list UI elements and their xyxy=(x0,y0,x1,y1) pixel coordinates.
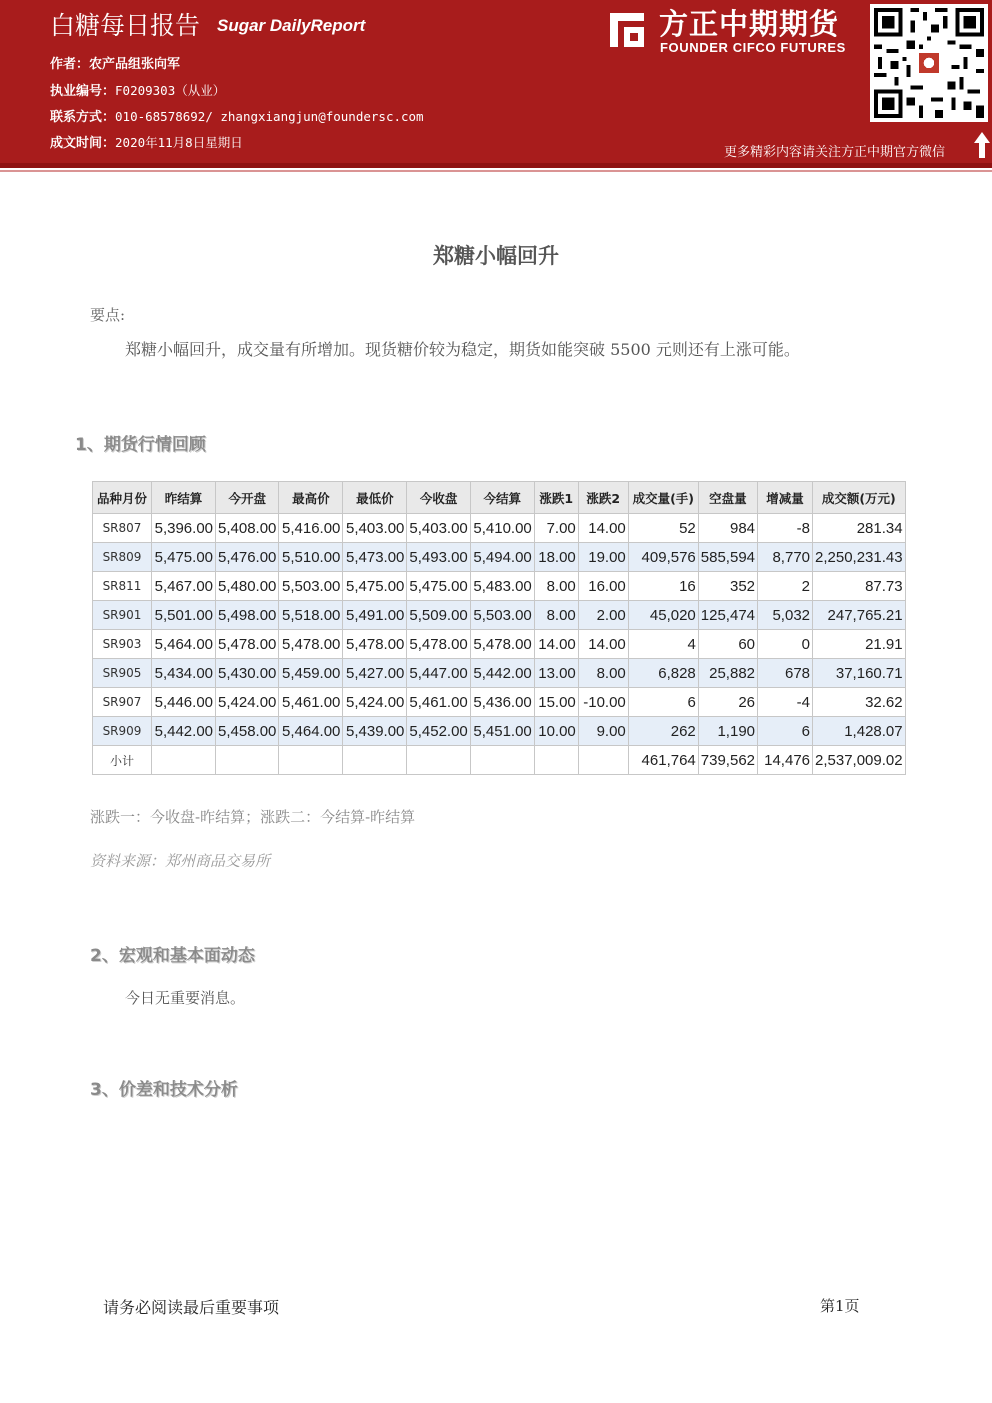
footer-notice: 请务必阅读最后重要事项 xyxy=(103,1298,280,1317)
table-cell: 5,032 xyxy=(758,601,813,630)
table-cell: 5,461.00 xyxy=(407,688,470,717)
table-cell: 8.00 xyxy=(534,601,578,630)
table-cell: 5,491.00 xyxy=(343,601,407,630)
table-cell: 13.00 xyxy=(534,659,578,688)
table-cell: 87.73 xyxy=(813,572,906,601)
table-cell: 14.00 xyxy=(578,630,628,659)
table-cell xyxy=(216,746,279,775)
table-cell: 352 xyxy=(698,572,757,601)
table-cell: 5,509.00 xyxy=(407,601,470,630)
qr-code-icon xyxy=(870,4,988,122)
contact-label: 联系方式： xyxy=(50,110,116,125)
table-cell: 5,403.00 xyxy=(343,514,407,543)
header-rule-thin xyxy=(0,170,992,172)
table-cell: 5,467.00 xyxy=(152,572,216,601)
table-cell: 0 xyxy=(758,630,813,659)
col-header-oi-change: 增减量 xyxy=(758,482,813,514)
table-cell: 8.00 xyxy=(578,659,628,688)
table-cell: 5,410.00 xyxy=(470,514,534,543)
table-cell: 5,436.00 xyxy=(470,688,534,717)
table-cell: 262 xyxy=(628,717,698,746)
data-source-note: 资料来源：郑州商品交易所 xyxy=(90,852,271,870)
contact-value: 010-68578692/ zhangxiangjun@foundersc.com xyxy=(115,109,424,124)
col-header-high: 最高价 xyxy=(279,482,343,514)
table-cell-contract: SR909 xyxy=(93,717,152,746)
table-cell: 5,476.00 xyxy=(216,543,279,572)
table-cell: 2,250,231.43 xyxy=(813,543,906,572)
table-cell: 8.00 xyxy=(534,572,578,601)
keypoints-text: 郑糖小幅回升，成交量有所增加。现货糖价较为稳定，期货如能突破 5500 元则还有上涨可能。 xyxy=(125,340,800,359)
table-cell: -4 xyxy=(758,688,813,717)
table-cell: 26 xyxy=(698,688,757,717)
table-cell: 8,770 xyxy=(758,543,813,572)
table-cell: 2 xyxy=(758,572,813,601)
table-cell: 5,503.00 xyxy=(470,601,534,630)
table-cell: 6,828 xyxy=(628,659,698,688)
table-cell-contract: SR903 xyxy=(93,630,152,659)
col-header-open: 今开盘 xyxy=(216,482,279,514)
table-cell: 1,428.07 xyxy=(813,717,906,746)
table-cell: 60 xyxy=(698,630,757,659)
table-cell: 32.62 xyxy=(813,688,906,717)
table-row xyxy=(93,630,906,659)
table-cell: 52 xyxy=(628,514,698,543)
col-header-contract: 品种月份 xyxy=(93,482,152,514)
col-header-prev-settle: 昨结算 xyxy=(152,482,216,514)
table-cell-contract: SR811 xyxy=(93,572,152,601)
table-cell: 125,474 xyxy=(698,601,757,630)
table-cell: 5,501.00 xyxy=(152,601,216,630)
author-label: 作者： xyxy=(50,57,90,72)
contact-line xyxy=(50,106,424,125)
company-name-cn: 方正中期期货 xyxy=(659,7,840,41)
date-line xyxy=(50,132,243,151)
table-cell: 5,403.00 xyxy=(407,514,470,543)
table-cell: 5,475.00 xyxy=(343,572,407,601)
table-cell-contract: 小计 xyxy=(93,746,152,775)
table-cell-contract: SR905 xyxy=(93,659,152,688)
table-cell: 19.00 xyxy=(578,543,628,572)
table-cell: 5,459.00 xyxy=(279,659,343,688)
col-header-close: 今收盘 xyxy=(407,482,470,514)
table-cell: 15.00 xyxy=(534,688,578,717)
table-cell: 5,480.00 xyxy=(216,572,279,601)
company-name-en: FOUNDER CIFCO FUTURES xyxy=(660,40,846,55)
keypoints-label: 要点: xyxy=(90,306,126,324)
table-cell: 5,447.00 xyxy=(407,659,470,688)
table-cell: 281.34 xyxy=(813,514,906,543)
table-cell: 5,478.00 xyxy=(470,630,534,659)
table-cell-contract: SR807 xyxy=(93,514,152,543)
report-title-cn: 白糖每日报告 xyxy=(50,11,201,40)
table-cell xyxy=(534,746,578,775)
author-value: 农产品组张向军 xyxy=(89,57,181,72)
table-cell: 5,442.00 xyxy=(152,717,216,746)
section-heading-market-review: 1、期货行情回顾 xyxy=(75,435,206,455)
table-row xyxy=(93,514,906,543)
license-value: F0209303（从业） xyxy=(115,83,226,98)
table-cell: 5,483.00 xyxy=(470,572,534,601)
table-cell: 5,475.00 xyxy=(407,572,470,601)
table-cell: 5,416.00 xyxy=(279,514,343,543)
author-line xyxy=(50,53,180,72)
wechat-follow-note: 更多精彩内容请关注方正中期官方微信 xyxy=(724,145,946,160)
table-body xyxy=(93,514,906,775)
table-cell: 5,446.00 xyxy=(152,688,216,717)
table-cell: 5,424.00 xyxy=(216,688,279,717)
table-cell: 16.00 xyxy=(578,572,628,601)
col-header-change2: 涨跌2 xyxy=(578,482,628,514)
table-cell: 409,576 xyxy=(628,543,698,572)
col-header-open-interest: 空盘量 xyxy=(698,482,757,514)
table-row xyxy=(93,717,906,746)
table-cell: -8 xyxy=(758,514,813,543)
table-row xyxy=(93,659,906,688)
table-cell: 5,494.00 xyxy=(470,543,534,572)
table-cell xyxy=(578,746,628,775)
table-cell: 5,430.00 xyxy=(216,659,279,688)
license-line xyxy=(50,80,225,99)
table-cell: -10.00 xyxy=(578,688,628,717)
table-cell: 5,503.00 xyxy=(279,572,343,601)
section-heading-macro: 2、宏观和基本面动态 xyxy=(90,946,255,966)
table-cell: 678 xyxy=(758,659,813,688)
table-row xyxy=(93,543,906,572)
table-cell: 25,882 xyxy=(698,659,757,688)
col-header-volume: 成交量(手) xyxy=(628,482,698,514)
table-cell xyxy=(407,746,470,775)
news-text: 今日无重要消息。 xyxy=(125,989,246,1007)
table-cell: 5,464.00 xyxy=(279,717,343,746)
table-row xyxy=(93,601,906,630)
page-number: 第1页 xyxy=(820,1297,860,1315)
table-cell: 739,562 xyxy=(698,746,757,775)
table-cell: 14,476 xyxy=(758,746,813,775)
table-cell-contract: SR907 xyxy=(93,688,152,717)
table-row xyxy=(93,746,906,775)
table-cell: 6 xyxy=(628,688,698,717)
table-row xyxy=(93,688,906,717)
table-row xyxy=(93,572,906,601)
company-logo-icon xyxy=(604,7,650,53)
table-cell: 7.00 xyxy=(534,514,578,543)
table-cell: 5,424.00 xyxy=(343,688,407,717)
table-cell: 9.00 xyxy=(578,717,628,746)
table-cell xyxy=(152,746,216,775)
table-header-row xyxy=(93,482,906,514)
table-cell: 18.00 xyxy=(534,543,578,572)
futures-quote-table xyxy=(92,481,906,775)
col-header-settle: 今结算 xyxy=(470,482,534,514)
table-cell xyxy=(470,746,534,775)
table-cell xyxy=(343,746,407,775)
table-cell: 984 xyxy=(698,514,757,543)
table-cell: 45,020 xyxy=(628,601,698,630)
table-cell: 5,442.00 xyxy=(470,659,534,688)
table-cell: 5,427.00 xyxy=(343,659,407,688)
license-label: 执业编号： xyxy=(50,84,116,99)
table-cell: 5,439.00 xyxy=(343,717,407,746)
table-cell: 5,473.00 xyxy=(343,543,407,572)
table-cell: 5,478.00 xyxy=(407,630,470,659)
table-cell: 5,478.00 xyxy=(343,630,407,659)
table-cell: 585,594 xyxy=(698,543,757,572)
col-header-change1: 涨跌1 xyxy=(534,482,578,514)
section-heading-spread-analysis: 3、价差和技术分析 xyxy=(90,1080,238,1100)
table-cell: 247,765.21 xyxy=(813,601,906,630)
table-cell: 5,478.00 xyxy=(279,630,343,659)
table-cell: 4 xyxy=(628,630,698,659)
table-cell: 5,452.00 xyxy=(407,717,470,746)
table-cell: 5,408.00 xyxy=(216,514,279,543)
table-cell: 37,160.71 xyxy=(813,659,906,688)
table-cell: 14.00 xyxy=(534,630,578,659)
arrow-up-icon xyxy=(973,131,991,159)
table-cell-contract: SR809 xyxy=(93,543,152,572)
date-value: 2020年11月8日星期日 xyxy=(115,135,243,150)
table-cell: 14.00 xyxy=(578,514,628,543)
header-rule xyxy=(0,163,992,168)
table-cell-contract: SR901 xyxy=(93,601,152,630)
table-cell: 2,537,009.02 xyxy=(813,746,906,775)
table-cell: 10.00 xyxy=(534,717,578,746)
table-cell: 16 xyxy=(628,572,698,601)
table-cell: 5,458.00 xyxy=(216,717,279,746)
table-cell: 5,493.00 xyxy=(407,543,470,572)
col-header-turnover: 成交额(万元) xyxy=(813,482,906,514)
table-cell: 5,478.00 xyxy=(216,630,279,659)
table-cell: 1,190 xyxy=(698,717,757,746)
table-cell: 5,464.00 xyxy=(152,630,216,659)
table-cell: 5,396.00 xyxy=(152,514,216,543)
change-definition-note: 涨跌一：今收盘-昨结算；涨跌二：今结算-昨结算 xyxy=(90,808,416,826)
table-cell xyxy=(279,746,343,775)
table-cell: 461,764 xyxy=(628,746,698,775)
date-label: 成文时间： xyxy=(50,136,116,151)
table-cell: 21.91 xyxy=(813,630,906,659)
report-title-en: Sugar DailyReport xyxy=(217,16,366,35)
table-cell: 5,434.00 xyxy=(152,659,216,688)
table-cell: 5,518.00 xyxy=(279,601,343,630)
table-cell: 2.00 xyxy=(578,601,628,630)
table-cell: 5,498.00 xyxy=(216,601,279,630)
table-cell: 6 xyxy=(758,717,813,746)
table-cell: 5,510.00 xyxy=(279,543,343,572)
document-title: 郑糖小幅回升 xyxy=(433,244,559,268)
table-cell: 5,461.00 xyxy=(279,688,343,717)
table-cell: 5,475.00 xyxy=(152,543,216,572)
table-cell: 5,451.00 xyxy=(470,717,534,746)
col-header-low: 最低价 xyxy=(343,482,407,514)
